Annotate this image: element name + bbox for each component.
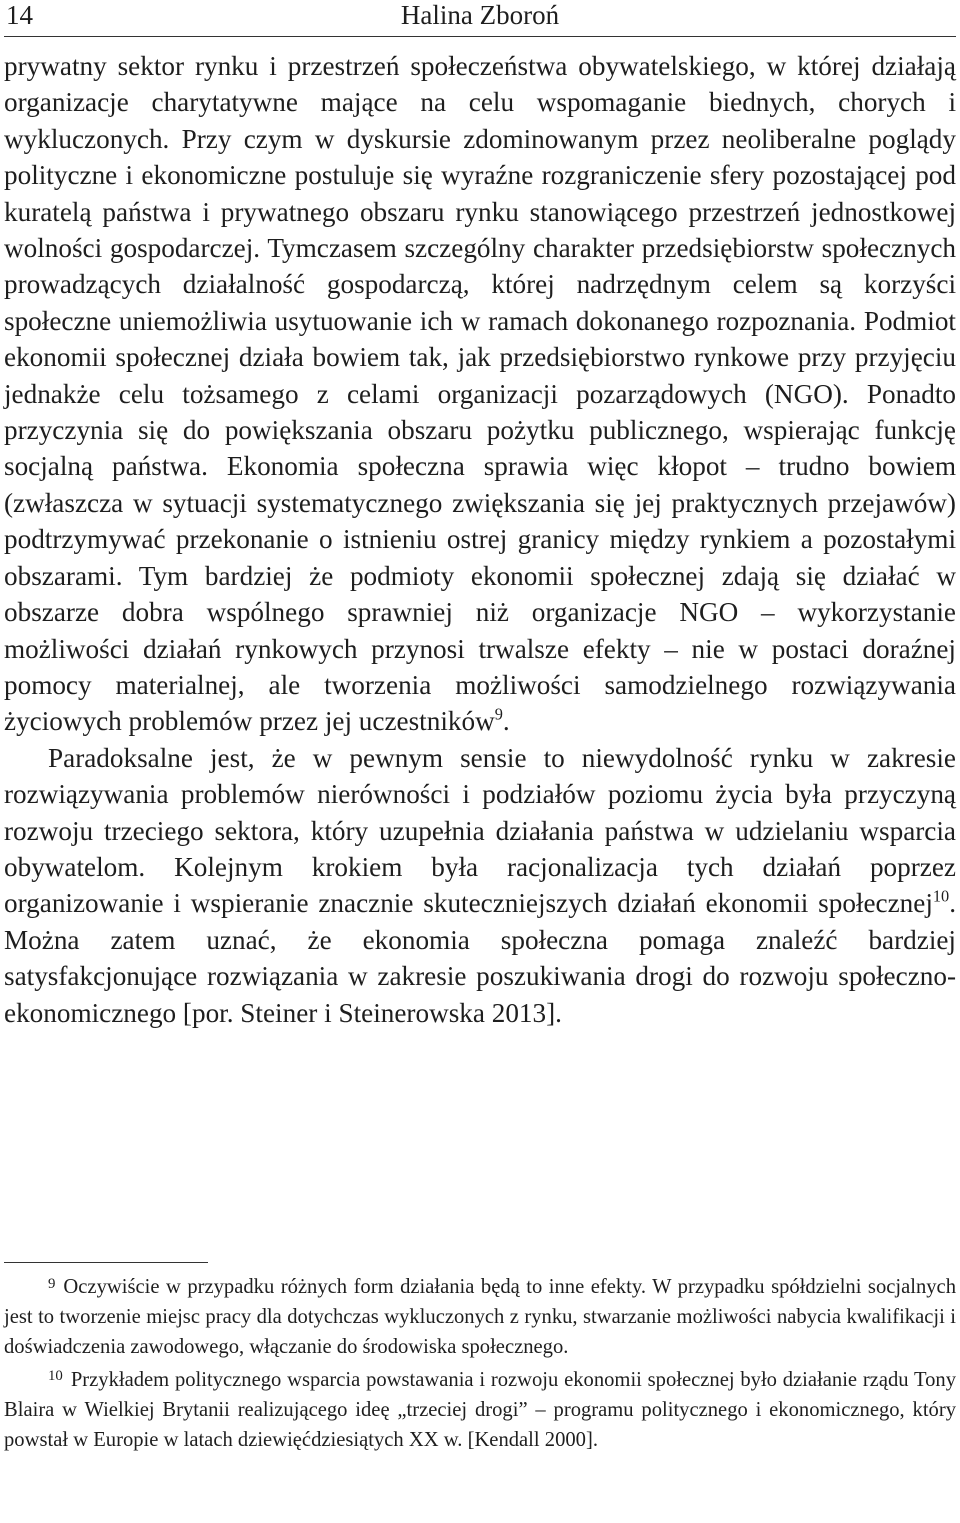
footnote-reference[interactable]: 9 — [494, 704, 503, 724]
paragraph-continued — [4, 48, 956, 740]
footnote-number: 10 — [48, 1368, 63, 1385]
running-head-author: Halina Zboroń — [400, 0, 560, 30]
paragraph-text-tail: . Można zatem uznać, że ekonomia społeczna pomaga znaleźć bardziej satysfakcjonujące rozwiązania w zakresie poszukiwania drogi do rozwoju społeczno-ekonomicznego [por. Steiner i Steinerowska 2013]. — [4, 888, 956, 1028]
footnote-separator — [4, 1262, 208, 1263]
running-header — [4, 0, 956, 37]
paragraph-text-tail: . — [502, 706, 510, 737]
main-text — [4, 48, 956, 1031]
paragraph-text: Paradoksalne jest, że w pewnym sensie to niewydolność rynku w zakresie rozwiązywania problemów nierówności i podziałów poziomu życia była przyczyną rozwoju trzeciego sektora, który uzupełnia działania państwa w udzielaniu wsparcia obywatelom. Kolejnym krokiem była racjonalizacja tych działań poprzez organizowanie i wspieranie znacznie skuteczniejszych działań ekonomii społecznej — [4, 742, 956, 919]
footnote-number: 9 — [48, 1275, 56, 1292]
footnote-9 — [4, 1272, 956, 1363]
page-number: 14 — [6, 0, 33, 30]
paragraph — [4, 740, 956, 1031]
footnote-text: Przykładem politycznego wsparcia powstawania i rozwoju ekonomii społecznej było działanie rządu Tony Blaira w Wielkiej Brytanii realizującego ideę „trzeciej drogi” – programu politycznego i ekonomicznego, który powstał w Europie w latach dziewięćdziesiątych XX w. [Kendall 2000]. — [4, 1368, 956, 1452]
footnote-10 — [4, 1365, 956, 1456]
footnote-reference[interactable]: 10 — [932, 886, 950, 906]
footnotes — [4, 1272, 956, 1457]
paragraph-text: prywatny sektor rynku i przestrzeń społeczeństwa obywatelskiego, w której działają organizacje charytatywne mające na celu wspomaganie biednych, chorych i wykluczonych. Przy czym w dyskursie zdominowanym przez neoliberalne poglądy polityczne i ekonomiczne postuluje się wyraźne rozgraniczenie sfery pozostającej pod kuratelą państwa i prywatnego obszaru rynku stanowiącego przestrzeń jednostkowej wolności gospodarczej. Tymczasem szczególny charakter przedsiębiorstw społecznych prowadzących działalność gospodarczą, której nadrzędnym celem są korzyści społeczne uniemożliwia usytuowanie ich w ramach dokonanego rozpoznania. Podmiot ekonomii społecznej działa bowiem tak, jak przedsiębiorstwo rynkowe przy przyjęciu jednakże celu tożsamego z celami organizacji pozarządowych (NGO). Ponadto przyczynia się do powiększania obszaru pożytku publicznego, wspierając funkcję socjalną państwa. Ekonomia społeczna sprawia więc kłopot – trudno bowiem (zwłaszcza w sytuacji systematycznego zwiększania się jej praktycznych przejawów) podtrzymywać przekonanie o istnieniu ostrej granicy między rynkiem a pozostałymi obszarami. Tym bardziej że podmioty ekonomii społecznej zdają się działać w obszarze dobra wspólnego sprawniej niż organizacje NGO – wykorzystanie możliwości działań rynkowych przynosi trwalsze efekty – nie w postaci doraźnej pomocy materialnej, ale tworzenia możliwości samodzielnego rozwiązywania życiowych problemów przez jej uczestników — [4, 51, 956, 737]
footnote-text: Oczywiście w przypadku różnych form działania będą to inne efekty. W przypadku spółdzielni socjalnych jest to tworzenie miejsc pracy dla dotychczas wykluczonych z rynku, stwarzanie możliwości nabycia kwalifikacji i doświadczenia zawodowego, włączanie do środowiska społecznego. — [4, 1276, 956, 1359]
